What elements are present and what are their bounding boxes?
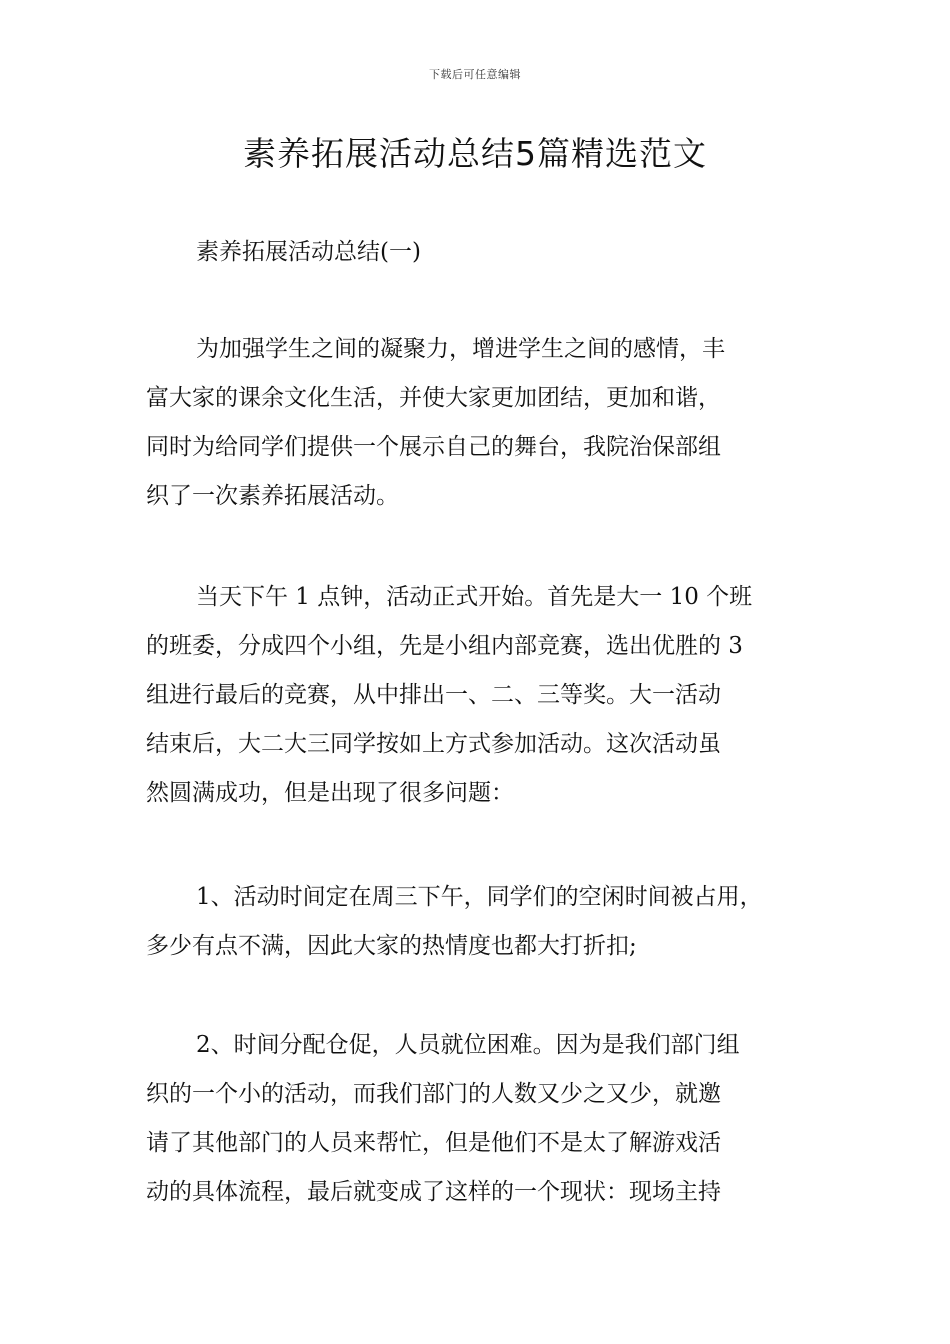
paragraph-line: 组进行最后的竞赛，从中排出一、二、三等奖。大一活动 (146, 682, 721, 708)
paragraph-line: 织的一个小的活动，而我们部门的人数又少之又少，就邀 (146, 1081, 721, 1107)
paragraph-line: 织了一次素养拓展活动。 (146, 483, 399, 509)
paragraph-1 (146, 325, 826, 521)
paragraph-2 (146, 573, 826, 818)
paragraph-line: 同时为给同学们提供一个展示自己的舞台，我院治保部组 (146, 434, 721, 460)
paragraph-3 (146, 873, 826, 971)
paragraph-line: 1、活动时间定在周三下午，同学们的空闲时间被占用， (196, 884, 763, 910)
paragraph-line: 当天下午 1 点钟，活动正式开始。首先是大一 10 个班 (196, 584, 753, 610)
paragraph-line: 结束后，大二大三同学按如上方式参加活动。这次活动虽 (146, 731, 721, 757)
document-title: 素养拓展活动总结5篇精选范文 (243, 134, 707, 173)
header-note: 下载后可任意编辑 (429, 68, 521, 81)
paragraph-line: 然圆满成功，但是出现了很多问题： (146, 780, 514, 806)
paragraph-line: 2、时间分配仓促，人员就位困难。因为是我们部门组 (196, 1032, 740, 1058)
paragraph-line: 动的具体流程，最后就变成了这样的一个现状：现场主持 (146, 1179, 721, 1205)
paragraph-line: 请了其他部门的人员来帮忙，但是他们不是太了解游戏活 (146, 1130, 721, 1156)
paragraph-line: 为加强学生之间的凝聚力，增进学生之间的感情，丰 (196, 336, 725, 362)
section-heading: 素养拓展活动总结(一) (196, 239, 421, 265)
paragraph-line: 多少有点不满，因此大家的热情度也都大打折扣; (146, 933, 637, 959)
paragraph-4 (146, 1021, 826, 1217)
paragraph-line: 富大家的课余文化生活，并使大家更加团结，更加和谐， (146, 385, 721, 411)
paragraph-line: 的班委，分成四个小组，先是小组内部竞赛，选出优胜的 3 (146, 633, 743, 659)
